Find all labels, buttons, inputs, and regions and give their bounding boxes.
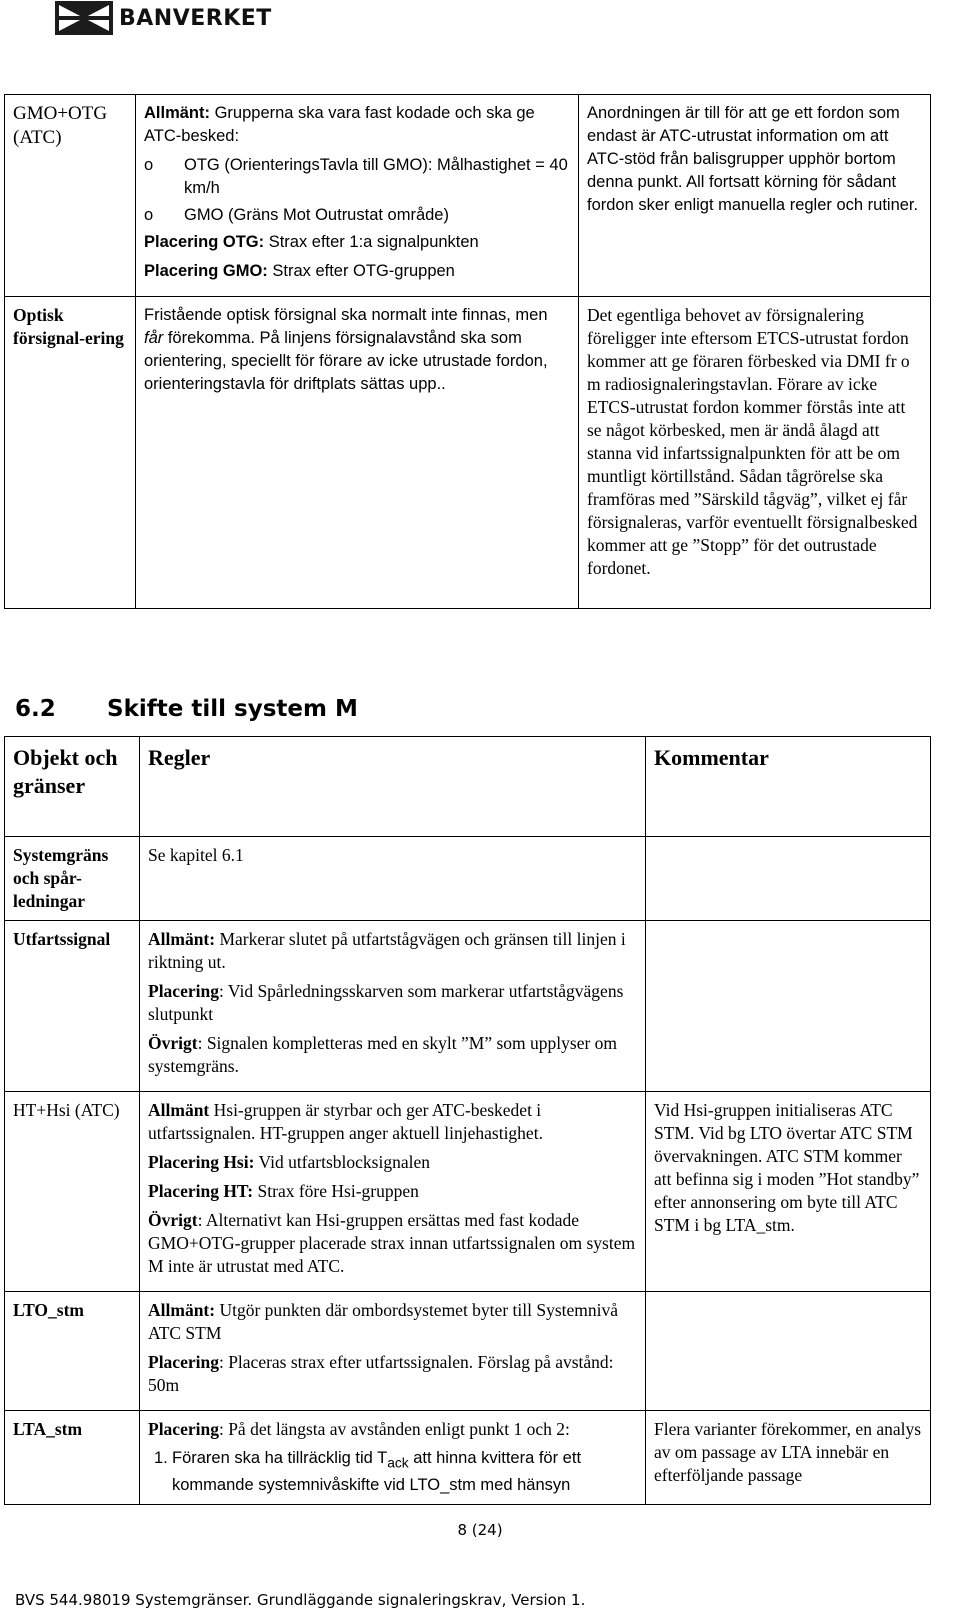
comment-cell bbox=[646, 837, 931, 921]
comment-cell: Vid Hsi-gruppen initialiseras ATC STM. Vid bg LTO övertar ATC STM övervakningen. ATC STM kommer att befinna sig i moden ”Hot standby” efter annonsering om byte till ATC STM i bg LTA_stm. bbox=[646, 1092, 931, 1292]
header-object: Objekt och gränser bbox=[5, 737, 140, 837]
comment-cell: Flera varianter förekommer, en analys av om passage av LTA innebär en efterföljande passage bbox=[646, 1411, 931, 1505]
comment-cell: Anordningen är till för att ge ett fordon som endast är ATC-utrustat information om att ATC-stöd från balisgrupper upphör bortom denna punkt. All fortsatt körning för sådant fordon sker enligt manuella regler och rutiner. bbox=[579, 95, 931, 297]
rules-cell: Allmänt: Utgör punkten där ombordsystemet byter till Systemnivå ATC STM Placering: Placeras strax efter utfartssignalen. Förslag på avstånd: 50m bbox=[140, 1292, 646, 1411]
table-header-row bbox=[5, 737, 931, 837]
table-row bbox=[5, 921, 931, 1092]
object-cell: Utfartssignal bbox=[5, 921, 140, 1092]
table-row bbox=[5, 1092, 931, 1292]
logo-wordmark: BANVERKET bbox=[119, 5, 272, 31]
rules-cell: Fristående optisk försignal ska normalt inte finnas, men får förekomma. På linjens försignalavstånd ska som orientering, speciellt för förare av icke utrustade fordon, orienteringstavla för driftplats sättas upp.. bbox=[136, 297, 579, 609]
rules-cell: Allmänt: Markerar slutet på utfartstågvägen och gränsen till linjen i riktning ut. Placering: Vid Spårledningsskarven som markerar utfartstågvägens slutpunkt Övrigt: Signalen kompletteras med en skylt ”M” som upplyser om systemgräns. bbox=[140, 921, 646, 1092]
object-cell: HT+Hsi (ATC) bbox=[5, 1092, 140, 1292]
rules-cell: Se kapitel 6.1 bbox=[140, 837, 646, 921]
rules-cell: Placering: På det längsta av avstånden enligt punkt 1 och 2: 1. Föraren ska ha tillräcklig tid $T_{ack}$ att hinna kvittera för ett kommande systemnivåskifte vid LTO_stm med hänsyn bbox=[140, 1411, 646, 1505]
list-item: o OTG (OrienteringsTavla till GMO): Målhastighet = 40 km/h bbox=[144, 156, 568, 197]
header-comment: Kommentar bbox=[646, 737, 931, 837]
object-cell: LTO_stm bbox=[5, 1292, 140, 1411]
object-cell: Optisk försignal-ering bbox=[5, 297, 136, 609]
comment-cell bbox=[646, 1292, 931, 1411]
header-rules: Regler bbox=[140, 737, 646, 837]
document-footer: BVS 544.98019 Systemgränser. Grundläggande signaleringskrav, Version 1. bbox=[15, 1591, 586, 1609]
object-cell: LTA_stm bbox=[5, 1411, 140, 1505]
table-row bbox=[5, 1411, 931, 1505]
rules-cell: Allmänt: Grupperna ska vara fast kodade och ska ge ATC-besked: o OTG (OrienteringsTavla till GMO): Målhastighet = 40 km/h o GMO (Gräns Mot Outrustat område) Placering OTG: Strax efter 1:a signalpunkten Placering GMO: Strax efter OTG-gruppen bbox=[136, 95, 579, 297]
list-item: 1. Föraren ska ha tillräcklig tid $T_{ack}$ att hinna kvittera för ett kommande systemnivåskifte vid LTO_stm med hänsyn bbox=[154, 1449, 582, 1495]
page-number: 8 (24) bbox=[457, 1521, 503, 1539]
object-cell: Systemgräns och spår-ledningar bbox=[5, 837, 140, 921]
rules-cell: Allmänt Hsi-gruppen är styrbar och ger ATC-beskedet i utfartssignalen. HT-gruppen anger aktuell linjehastighet. Placering Hsi: Vid utfartsblocksignalen Placering HT: Strax före Hsi-gruppen Övrigt: Alternativt kan Hsi-gruppen ersättas med fast kodade GMO+OTG-grupper placerade strax innan utfartssignalen om system M inte är utrustat med ATC. bbox=[140, 1092, 646, 1292]
table-row bbox=[5, 837, 931, 921]
table-row bbox=[5, 95, 931, 297]
list-item: o GMO (Gräns Mot Outrustat område) bbox=[144, 206, 449, 224]
comment-cell: Det egentliga behovet av försignalering föreligger inte eftersom ETCS-utrustat fordon kommer att ge föraren förbesked via DMI fr o m radiosignaleringstavlan. Förare av icke ETCS-utrustat fordon kommer förstås inte att se något körbesked, men är ändå ålagd att stanna vid infartssignalpunkten för att be om muntligt körtillstånd. Sådan tågrörelse ska framföras med ”Särskild tågväg”, vilket ej får försignaleras, varför eventuellt försignalbesked kommer att ge ”Stopp” för det outrustade fordonet. bbox=[579, 297, 931, 609]
banverket-emblem-icon bbox=[55, 1, 113, 35]
table-row bbox=[5, 297, 931, 609]
comment-cell bbox=[646, 921, 931, 1092]
table-row bbox=[5, 1292, 931, 1411]
object-cell: GMO+OTG (ATC) bbox=[5, 95, 136, 297]
rules-table-system-m bbox=[4, 736, 931, 1505]
section-heading: 6.2 Skifte till system M bbox=[15, 696, 358, 722]
banverket-logo bbox=[55, 0, 272, 36]
rules-table-continued bbox=[4, 94, 931, 609]
